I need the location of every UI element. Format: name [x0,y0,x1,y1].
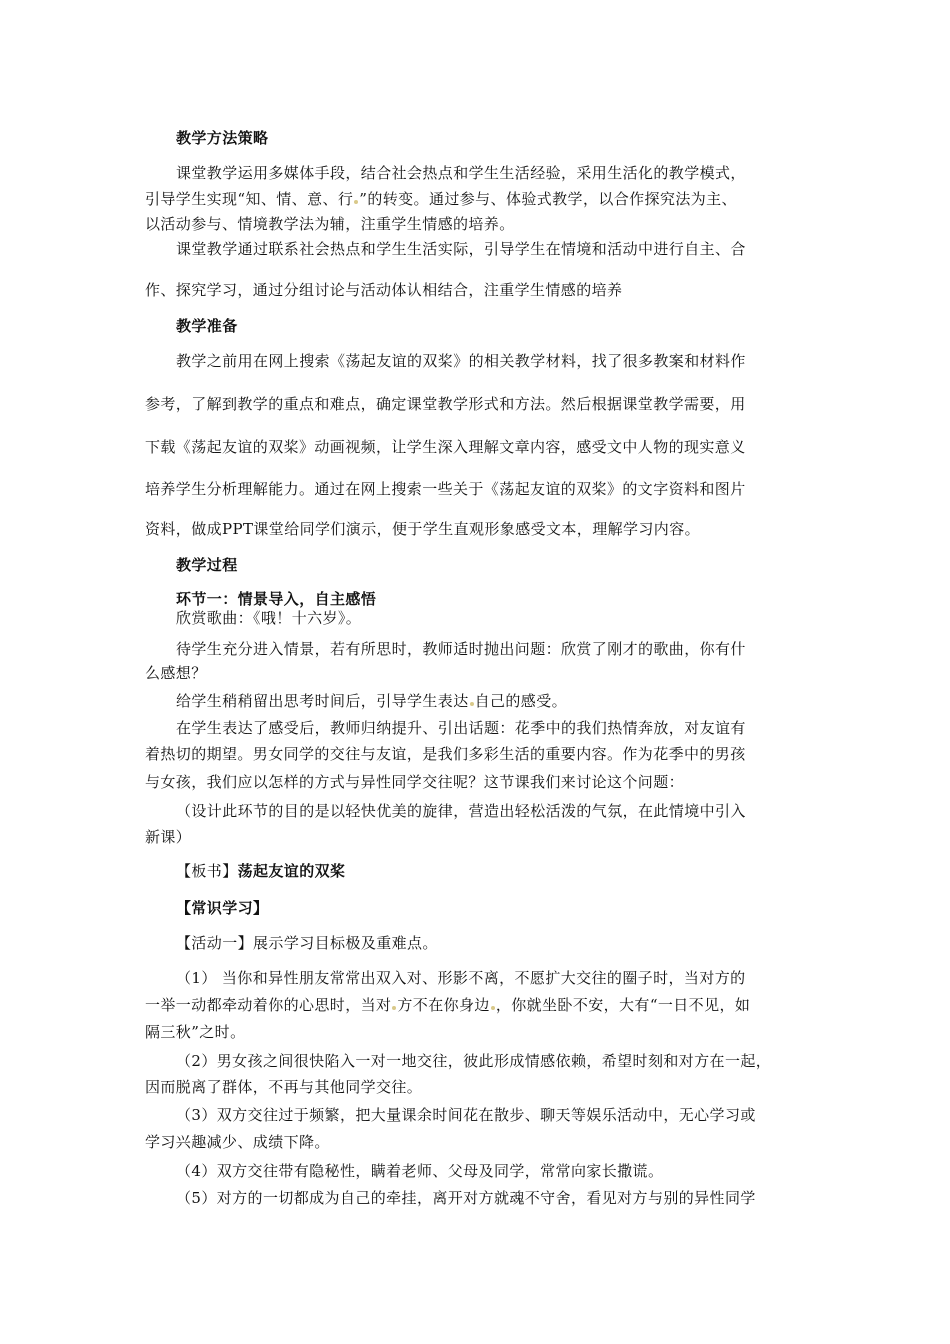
mark-dot [491,1006,495,1010]
paragraph-line: 待学生充分进入情景，若有所思时，教师适时抛出问题：欣赏了刚才的歌曲，你有什 [176,640,746,658]
list-item-line: （3）双方交往过于频繁，把大量课余时间花在散步、聊天等娱乐活动中，无心学习或 [176,1106,756,1124]
list-item-line: 学习兴趣减少、成绩下降。 [145,1133,330,1151]
paragraph-line: 引导学生实现“知、情、意、行 ”的转变。通过参与、体验式教学，以合作探究法为主、 [145,190,737,208]
list-item-line: （5）对方的一切都成为自己的牵挂，离开对方就魂不守舍，看见对方与别的异性同学 [176,1189,756,1207]
list-item-line: 隔三秋”之时。 [145,1023,246,1041]
board-heading: 【板书】荡起友谊的双桨 [176,862,346,880]
step1-title: 环节一：情景导入，自主感悟 [176,590,377,608]
paragraph-line: 资料，做成PPT课堂给同学们演示，便于学生直观形象感受文本，理解学习内容。 [145,520,700,538]
paragraph-line: 下载《荡起友谊的双桨》动画视频，让学生深入理解文章内容，感受文中人物的现实意义 [145,438,746,456]
heading-teaching-method: 教学方法策略 [176,129,269,147]
paragraph-line: 在学生表达了感受后，教师归纳提升、引出话题：花季中的我们热情奔放，对友谊有 [176,719,746,737]
paragraph-line: （设计此环节的目的是以轻快优美的旋律，营造出轻松活泼的气氛，在此情境中引入 [176,802,746,820]
paragraph-line: 教学之前用在网上搜索《荡起友谊的双桨》的相关教学材料，找了很多教案和材料作 [176,352,746,370]
common-study-heading: 【常识学习】 [176,899,269,917]
paragraph-line: 新课） [145,828,192,846]
paragraph-line: 培养学生分析理解能力。通过在网上搜索一些关于《荡起友谊的双桨》的文字资料和图片 [145,480,746,498]
activity-one-line: 【活动一】展示学习目标极及重难点。 [176,934,438,952]
paragraph-line: 作、探究学习，通过分组讨论与活动体认相结合，注重学生情感的培养 [145,281,623,299]
heading-teaching-process: 教学过程 [176,556,238,574]
paragraph-line: 与女孩，我们应以怎样的方式与异性同学交往呢？这节课我们来讨论这个问题： [145,773,685,791]
paragraph-line: 以活动参与、情境教学法为辅，注重学生情感的培养。 [145,215,515,233]
list-item-line: 一举一动都牵动着你的心思时，当对 方不在你身边 ，你就坐卧不安，大有“一日不见，如 [145,996,751,1014]
mark-dot [470,702,474,706]
paragraph-line: 着热切的期望。男女同学的交往与友谊，是我们多彩生活的重要内容。作为花季中的男孩 [145,745,746,763]
paragraph-line: 课堂教学通过联系社会热点和学生生活实际，引导学生在情境和活动中进行自主、合 [176,240,746,258]
list-item-line: 因而脱离了群体，不再与其他同学交往。 [145,1078,423,1096]
list-item-line: （1） 当你和异性朋友常常出双入对、形影不离，不愿扩大交往的圈子时，当对方的 [176,969,746,987]
mark-dot [392,1006,396,1010]
list-item-line: （2）男女孩之间很快陷入一对一地交往，彼此形成情感依赖，希望时刻和对方在一起， [176,1052,772,1070]
paragraph-line: 给学生稍稍留出思考时间后，引导学生表达 自己的感受。 [176,692,568,710]
list-item-line: （4）双方交往带有隐秘性，瞒着老师、父母及同学，常常向家长撒谎。 [176,1162,664,1180]
paragraph-line: 课堂教学运用多媒体手段，结合社会热点和学生生活经验，采用生活化的教学模式， [176,164,746,182]
mark-dot [354,200,358,204]
paragraph-line: 欣赏歌曲：《哦！十六岁》。 [176,609,362,627]
paragraph-line: 参考，了解到教学的重点和难点，确定课堂教学形式和方法。然后根据课堂教学需要，用 [145,395,746,413]
paragraph-line: 么感想？ [145,664,207,682]
heading-teaching-prep: 教学准备 [176,317,238,335]
